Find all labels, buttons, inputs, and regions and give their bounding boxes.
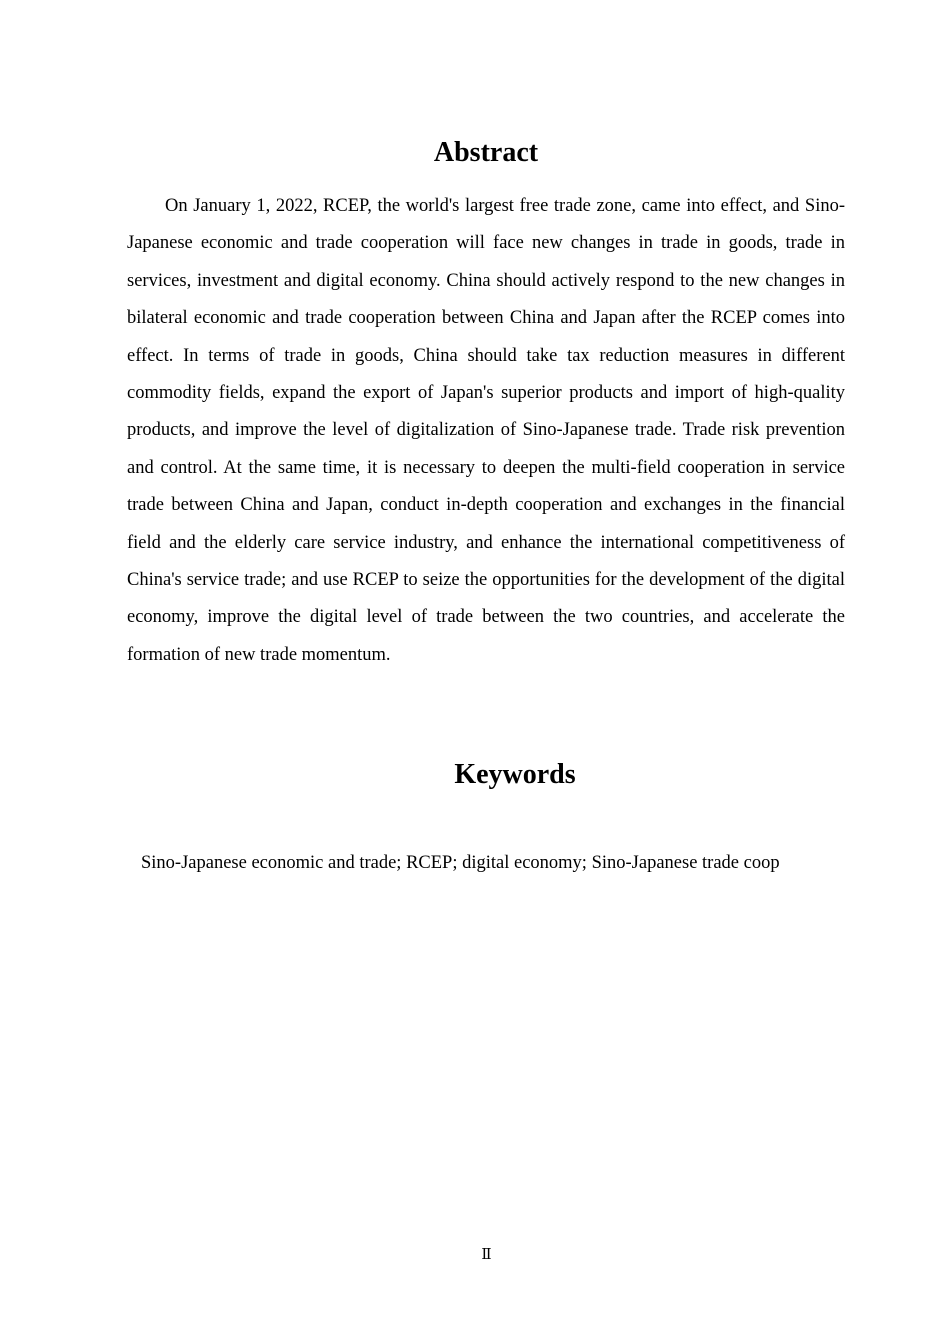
abstract-heading: Abstract	[433, 137, 539, 168]
keywords-heading: Keywords	[454, 759, 576, 790]
page-number: Ⅱ	[481, 1247, 492, 1263]
keywords-text: Sino-Japanese economic and trade; RCEP; digital economy; Sino-Japanese trade coop	[141, 853, 780, 873]
abstract-body: On January 1, 2022, RCEP, the world's largest free trade zone, came into effect, and Sino-Japanese economic and trade cooperation will face new changes in trade in goods, trade in services, investment and digital economy. China should actively respond to the new changes in bilateral economic and trade cooperation between China and Japan after the RCEP comes into effect. In terms of trade in goods, China should take tax reduction measures in different commodity fields, expand the export of Japan's superior products and import of high-quality products, and improve the level of digitalization of Sino-Japanese trade. Trade risk prevention and control. At the same time, it is necessary to deepen the multi-field cooperation in service trade between China and Japan, conduct in-depth cooperation and exchanges in the financial field and the elderly care service industry, and enhance the international competitiveness of China's service trade; and use RCEP to seize the opportunities for the development of the digital economy, improve the digital level of trade between the two countries, and accelerate the formation of new trade momentum.	[127, 196, 845, 665]
